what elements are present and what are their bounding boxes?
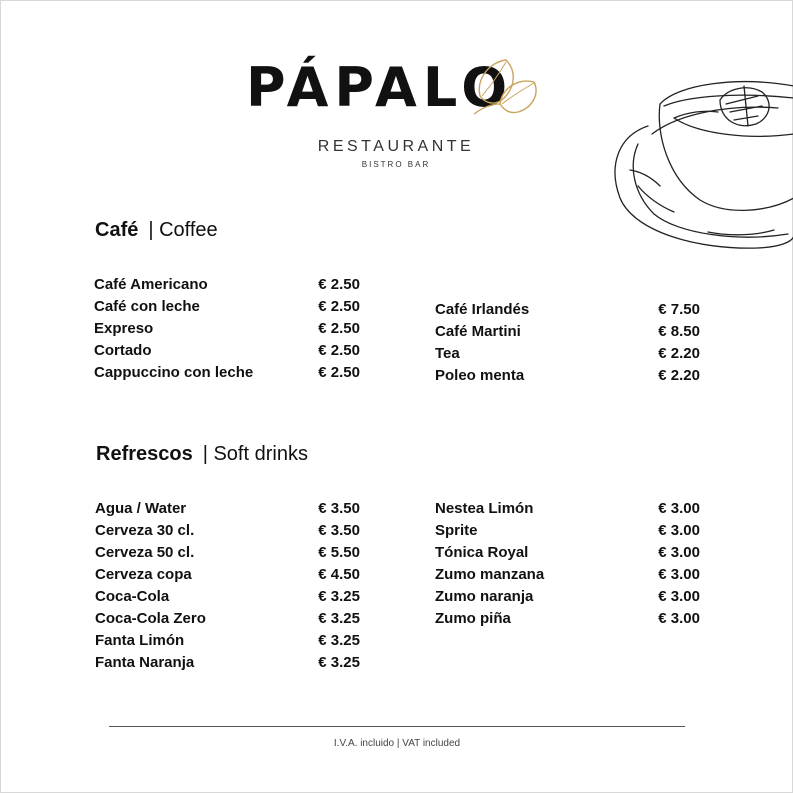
vat-note: I.V.A. incluido | VAT included bbox=[333, 738, 461, 749]
item-name: Cerveza 30 cl. bbox=[95, 522, 195, 539]
menu-item bbox=[435, 564, 700, 586]
item-name: Café Americano bbox=[94, 276, 208, 293]
menu-item bbox=[435, 542, 700, 564]
menu-item bbox=[94, 318, 360, 340]
menu-item bbox=[94, 274, 360, 296]
menu-item bbox=[435, 608, 700, 630]
footer-divider bbox=[109, 726, 685, 727]
item-name: Poleo menta bbox=[435, 367, 525, 384]
brand-subtitle: RESTAURANTE bbox=[317, 138, 475, 155]
coffee-title: Café bbox=[95, 219, 139, 241]
soft-drinks-list-left bbox=[95, 498, 360, 674]
item-price: € 2.50 bbox=[318, 276, 360, 293]
item-price: € 3.50 bbox=[318, 522, 360, 539]
menu-item bbox=[95, 520, 360, 542]
item-price: € 3.00 bbox=[658, 500, 700, 517]
coffee-cup-illustration bbox=[608, 74, 793, 252]
item-price: € 3.25 bbox=[318, 632, 360, 649]
item-name: Tea bbox=[435, 345, 460, 362]
menu-item bbox=[95, 630, 360, 652]
item-price: € 3.50 bbox=[318, 500, 360, 517]
item-name: Café Martini bbox=[435, 323, 521, 340]
item-price: € 2.20 bbox=[658, 367, 700, 384]
item-price: € 2.20 bbox=[658, 345, 700, 362]
menu-item bbox=[435, 586, 700, 608]
item-name: Zumo piña bbox=[435, 610, 511, 627]
menu-item bbox=[94, 362, 360, 384]
item-name: Coca-Cola bbox=[95, 588, 170, 605]
menu-item bbox=[435, 498, 700, 520]
item-name: Nestea Limón bbox=[435, 500, 534, 517]
item-price: € 4.50 bbox=[318, 566, 360, 583]
soft-drinks-title: Refrescos bbox=[96, 443, 193, 465]
item-name: Expreso bbox=[94, 320, 154, 337]
menu-item bbox=[95, 564, 360, 586]
item-price: € 3.25 bbox=[318, 588, 360, 605]
item-price: € 3.00 bbox=[658, 522, 700, 539]
item-price: € 3.25 bbox=[318, 610, 360, 627]
item-price: € 3.00 bbox=[658, 544, 700, 561]
item-name: Zumo manzana bbox=[435, 566, 545, 583]
soft-drinks-section-title bbox=[96, 442, 308, 466]
coffee-section-title bbox=[95, 218, 218, 242]
item-name: Sprite bbox=[435, 522, 478, 539]
item-name: Tónica Royal bbox=[435, 544, 529, 561]
menu-item bbox=[435, 321, 700, 343]
coffee-list-right bbox=[435, 299, 700, 387]
item-name: Cappuccino con leche bbox=[94, 364, 254, 381]
soft-drinks-list-right bbox=[435, 498, 700, 630]
item-price: € 2.50 bbox=[318, 320, 360, 337]
soft-drinks-title-en: | Soft drinks bbox=[202, 443, 308, 465]
item-price: € 3.00 bbox=[658, 566, 700, 583]
menu-item bbox=[95, 652, 360, 674]
item-name: Agua / Water bbox=[95, 500, 187, 517]
item-price: € 5.50 bbox=[318, 544, 360, 561]
menu-item bbox=[435, 343, 700, 365]
item-price: € 3.00 bbox=[658, 610, 700, 627]
item-name: Fanta Naranja bbox=[95, 654, 195, 671]
item-price: € 3.25 bbox=[318, 654, 360, 671]
menu-item bbox=[435, 520, 700, 542]
item-price: € 3.00 bbox=[658, 588, 700, 605]
item-name: Café con leche bbox=[94, 298, 200, 315]
menu-item bbox=[95, 498, 360, 520]
item-price: € 2.50 bbox=[318, 364, 360, 381]
menu-item bbox=[435, 365, 700, 387]
menu-item bbox=[435, 299, 700, 321]
menu-item bbox=[94, 340, 360, 362]
item-name: Coca-Cola Zero bbox=[95, 610, 206, 627]
item-name: Cerveza copa bbox=[95, 566, 192, 583]
item-name: Café Irlandés bbox=[435, 301, 530, 318]
logo bbox=[246, 56, 546, 120]
item-name: Fanta Limón bbox=[95, 632, 185, 649]
item-name: Zumo naranja bbox=[435, 588, 534, 605]
item-name: Cortado bbox=[94, 342, 152, 359]
item-name: Cerveza 50 cl. bbox=[95, 544, 195, 561]
menu-item bbox=[95, 542, 360, 564]
coffee-title-en: | Coffee bbox=[148, 219, 218, 241]
item-price: € 2.50 bbox=[318, 298, 360, 315]
coffee-list-left bbox=[94, 274, 360, 384]
brand-tagline: BISTRO BAR bbox=[361, 160, 431, 169]
item-price: € 7.50 bbox=[658, 301, 700, 318]
brand-name: PÁPALO bbox=[246, 56, 514, 119]
item-price: € 8.50 bbox=[658, 323, 700, 340]
menu-item bbox=[95, 608, 360, 630]
menu-item bbox=[95, 586, 360, 608]
item-price: € 2.50 bbox=[318, 342, 360, 359]
leaf-icon bbox=[460, 56, 546, 120]
menu-item bbox=[94, 296, 360, 318]
